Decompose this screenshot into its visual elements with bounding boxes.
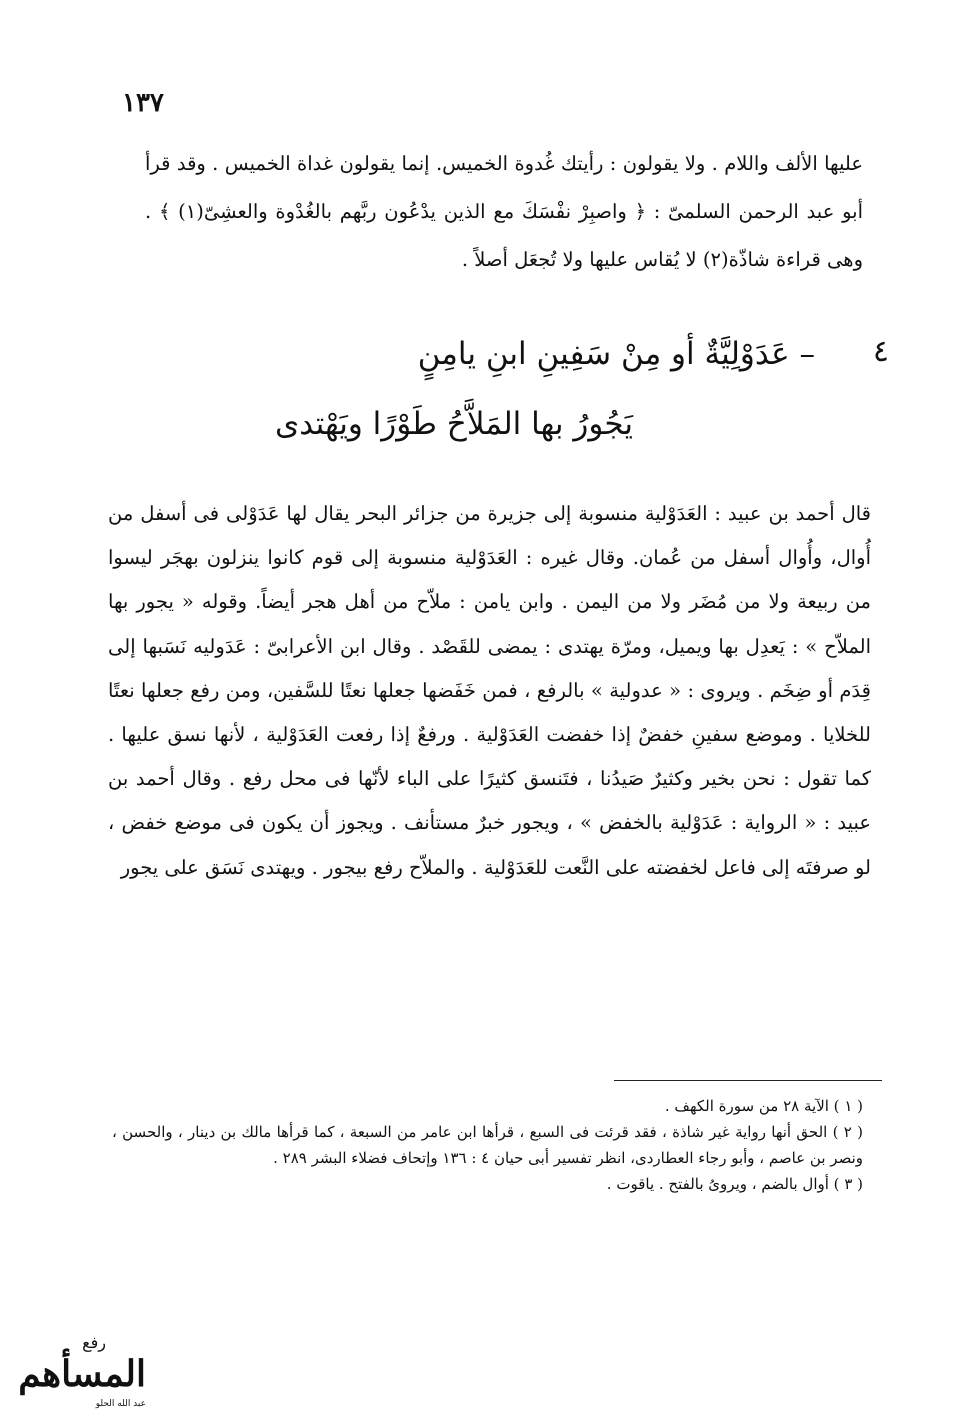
poem-verse-line-2: يَجُورُ بها المَلاَّحُ طَوْرًا ويَهْتدى: [275, 406, 633, 442]
page-number: ١٣٧: [122, 88, 164, 118]
stamp-sub-text: عبد الله الحلو: [95, 1399, 146, 1409]
commentary-paragraph: [108, 492, 871, 890]
poem-verse-line-1: – عَدَوْلِيَّةٌ أو مِنْ سَفِينِ ابنِ يامِنٍ: [417, 336, 815, 372]
poem-number: ٤: [872, 334, 889, 369]
intro-text: عليها الألف واللام . ولا يقولون : رأيتك غُدوة الخميس. إنما يقولون غداة الخميس . وقد قرأ أبو عبد الرحمن السلمىّ : ﴿ واصبِرْ نفْسَكَ مع الذين يدْعُون ربَّهم بالغُدْوة والعشِىّ(١) ﴾ . وهى قراءة شاذّة(٢) لا يُقاس عليها ولا تُجعَل أصلاً .: [145, 152, 863, 271]
stamp-top-text: رفع: [82, 1333, 106, 1352]
footnote-1: ( ١ ) الآية ٢٨ من سورة الكهف .: [664, 1097, 863, 1115]
footnotes: [112, 1093, 863, 1197]
footnote-2: ( ٢ ) الحق أنها رواية غير شاذة ، فقد قرئت فى السبع ، قرأها ابن عامر من السبعة ، كما قرأها مالك بن دينار ، والحسن ، ونصر بن عاصم ، وأبو رجاء العطاردى، انظر تفسير أبى حيان ٤ : ١٣٦ وإتحاف فضلاء البشر ٢٨٩ .: [112, 1123, 863, 1167]
commentary-text: قال أحمد بن عبيد : العَدَوْلية منسوبة إلى جزيرة من جزائر البحر يقال لها عَدَوْلى فى أسفل من أُوال، وأُوال أسفل من عُمان. وقال غيره : العَدَوْلية منسوبة إلى قوم كانوا ينزلون بهجَر ليسوا من ربيعة ولا من مُضَر ولا من اليمن . وابن يامن : ملاّح من أهل هجر أيضاً. وقوله « يجور بها الملاّح » : يَعدِل بها ويميل، ومرّة يهتدى : يمضى للقَصْد . وقال ابن الأعرابىّ : عَدَوليه نَسَبها إلى قِدَم أو ضِخَم . ويروى : « عدولية » بالرفع ، فمن خَفَضها جعلها نعتًا للسَّفين، ومن رفع جعلها نعتًا للخلايا . وموضع سفينِ خفضٌ إذا خفضت العَدَوْلية . ورفعٌ إذا رفعت العَدَوْلية ، لأنها نسق عليها . كما تقول : نحن بخير وكثيرٌ صَيدُنا ، فتَنسق كثيرًا على الباء لأنّها فى محل رفع . وقال أحمد بن عبيد : « الرواية : عَدَوْلية بالخفض » ، ويجور خبرٌ مستأنف . ويجوز أن يكون فى موضع خفض ، لو صرفتَه إلى فاعل لخفضته على النَّعت للعَدَوْلية . والملاّح رفع بيجور . ويهتدى نَسَق على يجور: [108, 502, 871, 879]
intro-paragraph: [145, 140, 863, 284]
footnote-separator: [614, 1080, 882, 1081]
footnote-3: ( ٣ ) أوال بالضم ، ويروىُ بالفتح . ياقوت .: [606, 1175, 863, 1193]
stamp-main-text: المسأهم: [18, 1353, 146, 1395]
calligraphy-stamp-logo: [10, 1330, 152, 1412]
